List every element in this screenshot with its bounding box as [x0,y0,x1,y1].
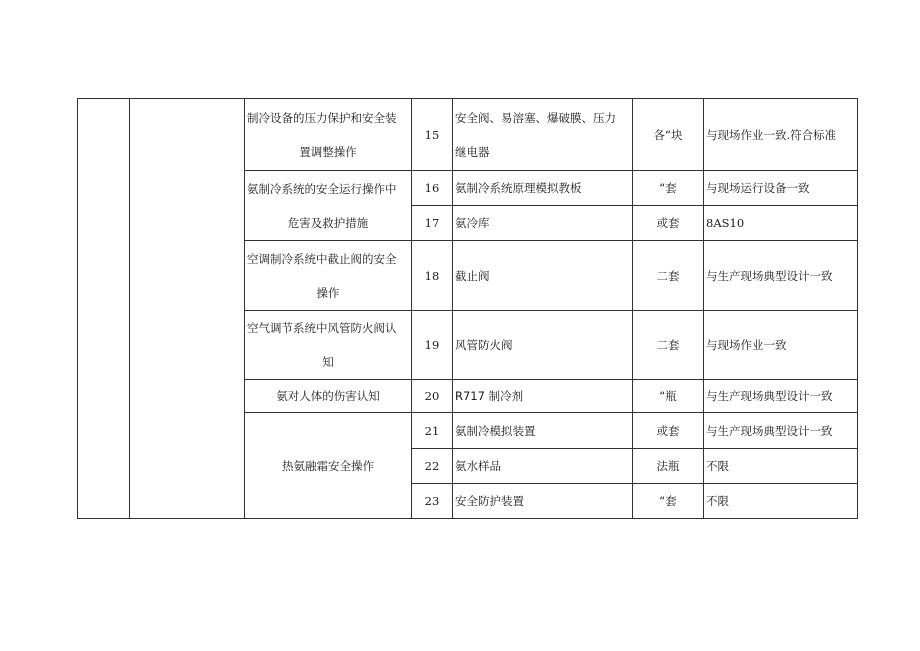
item-name: 截止阀 [453,241,633,311]
item-number: 17 [412,206,453,241]
item-name: 安全防护装置 [453,484,633,519]
item-number: 20 [412,380,453,413]
item-name: 氨冷库 [453,206,633,241]
item-number: 22 [412,449,453,484]
topic-cell [245,311,412,380]
item-quantity: 或套 [633,206,704,241]
item-remark: 与现场作业一致 [704,311,858,380]
item-remark: 与生产现场典型设计一致 [704,380,858,413]
topic-line: 制冷设备的压力保护和安全装 [247,110,397,125]
item-name-line: 安全阀、易溶塞、爆破膜、压力 [455,110,616,125]
item-name-cell [453,99,633,171]
topic-cell [245,99,412,171]
item-quantity: “套 [633,171,704,206]
table-row [78,99,858,171]
item-remark: 与生产现场典型设计一致 [704,413,858,449]
item-quantity: 法瓶 [633,449,704,484]
topic-line: 氨制冷系统的安全运行操作中 [247,181,397,196]
item-number: 23 [412,484,453,519]
item-remark: 8AS10 [704,206,858,241]
item-name: R717 制冷剂 [453,380,633,413]
item-remark: 与生产现场典型设计一致 [704,241,858,311]
topic-line: 置调整操作 [299,144,357,159]
topic-line: 知 [322,355,334,369]
item-name: 氨制冷系统原理模拟教板 [453,171,633,206]
item-name: 氨水样品 [453,449,633,484]
item-name: 氨制冷模拟装置 [453,413,633,449]
item-name: 风管防火阀 [453,311,633,380]
topic-cell: 热氨融霜安全操作 [245,413,412,519]
blank-column-1 [78,99,130,519]
item-number: 18 [412,241,453,311]
item-remark: 与现场运行设备一致 [704,171,858,206]
topic-line: 危害及救护措施 [287,215,369,230]
topic-cell [245,171,412,241]
item-number: 19 [412,311,453,380]
item-quantity: 二套 [633,241,704,311]
item-remark: 不限 [704,449,858,484]
item-quantity: 二套 [633,311,704,380]
item-number: 16 [412,171,453,206]
item-number: 21 [412,413,453,449]
item-remark: 与现场作业一致.符合标准 [704,99,858,171]
item-name-line: 继电器 [455,144,490,159]
topic-cell: 氨对人体的伤害认知 [245,380,412,413]
item-number: 15 [412,99,453,171]
item-quantity: “套 [633,484,704,519]
blank-column-2 [130,99,245,519]
topic-line: 操作 [316,285,340,300]
topic-cell [245,241,412,311]
item-quantity: “瓶 [633,380,704,413]
equipment-table [77,98,858,519]
topic-line: 空调制冷系统中截止阀的安全 [247,251,397,266]
topic-line: 空气调节系统中风管防火阀认 [247,321,397,335]
item-quantity: 或套 [633,413,704,449]
item-quantity: 各“块 [633,99,704,171]
item-remark: 不限 [704,484,858,519]
